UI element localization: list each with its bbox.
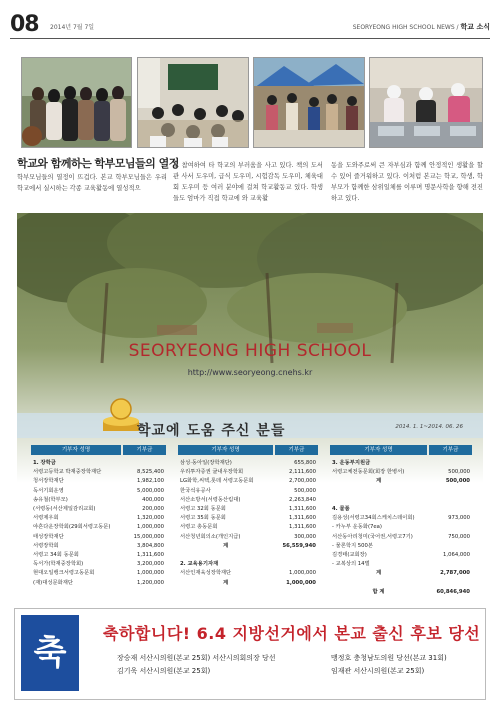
table-row bbox=[31, 551, 166, 560]
school-name: SEORYEONG HIGH SCHOOL bbox=[128, 341, 372, 361]
article-title: 학교와 함께하는 학부모님들의 열정 bbox=[17, 157, 179, 170]
issue-date: 2014년 7월 7일 bbox=[50, 24, 95, 31]
table-row bbox=[178, 533, 318, 542]
donor-amount: 500,000 bbox=[445, 478, 470, 485]
newspaper-title: SEORYEONG HIGH SCHOOL NEWS / bbox=[352, 24, 459, 31]
donor-name: 계 bbox=[222, 579, 229, 586]
congrats-line: 임재관 서산시의원(본교 25회) bbox=[331, 667, 425, 675]
table-row bbox=[330, 523, 472, 532]
donor-name: (재)대성문화재단 bbox=[33, 579, 73, 586]
donor-name: 태성장학재단 bbox=[33, 533, 64, 540]
table-header-amount: 기부금 bbox=[123, 445, 166, 455]
table-row bbox=[330, 505, 472, 514]
table-header-name: 기부자 성명 bbox=[178, 445, 273, 455]
section-name: 학교 소식 bbox=[460, 23, 490, 31]
table-row bbox=[178, 579, 318, 588]
table-row bbox=[31, 569, 166, 578]
donor-amount: 1,311,600 bbox=[289, 524, 316, 531]
donor-amount: 3,200,000 bbox=[137, 561, 164, 568]
donor-name: 송유철(학부모) bbox=[33, 496, 68, 503]
table-row bbox=[178, 542, 318, 551]
donor-amount: 1,311,600 bbox=[289, 506, 316, 512]
table-row bbox=[330, 579, 472, 588]
table-row bbox=[330, 588, 472, 597]
table-header-amount: 기부금 bbox=[275, 445, 318, 455]
donor-amount: 1,982,100 bbox=[137, 478, 164, 485]
donor-name: 김경태(교회장) bbox=[332, 552, 367, 558]
table-row bbox=[31, 496, 166, 505]
table-row bbox=[330, 487, 472, 496]
table-row bbox=[31, 542, 166, 551]
photo-outdoor-event bbox=[253, 57, 365, 148]
donor-name: 계 bbox=[375, 478, 382, 485]
congratulations-banner bbox=[14, 608, 486, 700]
donor-name: (서령동(서산제일감리교회) bbox=[33, 506, 96, 512]
table-row bbox=[31, 560, 166, 569]
donor-amount: 2,263,840 bbox=[289, 496, 316, 503]
table-row bbox=[178, 505, 318, 514]
donor-name: LG화학,씨텍,롯데 서령고동문회 bbox=[180, 478, 254, 485]
table-row bbox=[31, 468, 166, 477]
article-column-2: 로 참여하여 타 학교의 부러움을 사고 있다. 책의 도서관 사서 도우미, 급식 도우미, 시험감독 도우미, 체육대회 도우미 등 여러 분야에 걸쳐 학교활동교 있다. 학생들도 엄마가 직접 학교에 와 교육활 bbox=[173, 162, 323, 202]
donor-amount: 750,000 bbox=[448, 533, 470, 540]
donor-name: 서령장학회 bbox=[33, 542, 59, 549]
donor-name: - 교복상의 14벌 bbox=[332, 561, 370, 568]
table-row bbox=[178, 487, 318, 496]
page-header bbox=[10, 10, 490, 39]
donor-name: 서령제우회 bbox=[33, 515, 59, 522]
donor-name: 4. 물품 bbox=[332, 506, 350, 512]
donor-name: 3. 운동부지원금 bbox=[332, 460, 371, 466]
table-row bbox=[178, 523, 318, 532]
table-row bbox=[178, 560, 318, 569]
donor-amount: 2,700,000 bbox=[289, 478, 316, 485]
donor-amount: 500,000 bbox=[448, 469, 470, 476]
donor-amount: 973,000 bbox=[448, 515, 470, 522]
donor-name: 2. 교육용기자재 bbox=[180, 561, 219, 568]
table-row bbox=[330, 560, 472, 569]
table-row bbox=[330, 569, 472, 578]
congrats-box: 축 bbox=[21, 615, 79, 691]
school-banner bbox=[17, 213, 483, 599]
donor-name: 야흔다운장학회(29회서령고동문) bbox=[33, 524, 111, 531]
donor-amount: 1,311,600 bbox=[289, 515, 316, 522]
donor-name: 김용성(서령고34회스케치스데이회) bbox=[332, 515, 415, 522]
donor-amount: 1,000,000 bbox=[137, 570, 164, 577]
newspaper-name bbox=[353, 22, 490, 32]
donor-amount: 60,846,940 bbox=[436, 588, 470, 595]
article-column-3: 동을 도와주로써 큰 자부심과 함께 안정적인 생활을 할 수 있어 즐거워하고 있다. 이처럼 본교는 학교, 학생, 학부모가 함께한 삼위일체를 이루며 명문사학을 향해 전진하고 있다. bbox=[331, 162, 483, 202]
donor-name: 서령고 35회 동문회 bbox=[180, 515, 226, 522]
donor-amount: 300,000 bbox=[294, 533, 316, 540]
donor-amount: 5,000,000 bbox=[137, 487, 164, 494]
donor-name: 청서장학재단 bbox=[33, 478, 64, 485]
donor-amount: 655,800 bbox=[294, 460, 316, 466]
donor-amount: 500,000 bbox=[294, 487, 316, 494]
photo-cafeteria bbox=[369, 57, 483, 148]
donor-name: 서령고 32회 동문회 bbox=[180, 506, 226, 512]
donor-name: - 물론학지 500본 bbox=[332, 542, 373, 549]
article-column-1: 학부모님들의 열정이 뜨겁다. 본교 학부모님들은 우리 학교에서 실시하는 각종 교육활동에 열성적으 bbox=[17, 174, 167, 192]
table-row bbox=[178, 551, 318, 560]
donor-name: 서령고체전동문회(회장 한병서) bbox=[332, 469, 405, 476]
donors-title: 학교에 도움 주신 분들 bbox=[137, 423, 286, 439]
donor-name: 삼성·동아일(장학재단) bbox=[180, 460, 232, 466]
donor-name: 1. 장학금 bbox=[33, 460, 56, 466]
table-row bbox=[178, 496, 318, 505]
table-header-name: 기부자 성명 bbox=[31, 445, 121, 455]
donor-amount: 1,000,000 bbox=[289, 570, 316, 577]
donor-amount: 15,000,000 bbox=[133, 533, 164, 540]
donor-name: 서산인재육성장학재단 bbox=[180, 570, 232, 577]
donor-amount: 200,000 bbox=[142, 506, 164, 512]
table-row bbox=[178, 459, 318, 468]
donor-name: 독서기회운영 bbox=[33, 487, 64, 494]
photo-classroom bbox=[137, 57, 249, 148]
donor-name: 계 bbox=[375, 570, 382, 577]
donor-amount: 1,000,000 bbox=[137, 524, 164, 531]
table-row bbox=[330, 468, 472, 477]
donor-amount: 1,064,000 bbox=[443, 552, 470, 558]
table-row bbox=[330, 477, 472, 486]
table-row bbox=[31, 533, 166, 542]
congrats-line: 맹정호 충청남도의원 당선(본교 31회) bbox=[331, 654, 447, 662]
table-row bbox=[31, 487, 166, 496]
donor-amount: 1,200,000 bbox=[137, 579, 164, 586]
donor-amount: 8,525,400 bbox=[137, 469, 164, 476]
donor-name: 서령고 총동문회 bbox=[180, 524, 218, 531]
donor-name: 서령고등학교 박재중장학재단 bbox=[33, 469, 102, 476]
donor-amount: 400,000 bbox=[142, 496, 164, 503]
donor-amount: 56,559,940 bbox=[282, 542, 316, 549]
donor-amount: 1,000,000 bbox=[286, 579, 316, 586]
donor-name: 한국석유공사 bbox=[180, 487, 211, 494]
page-number: 08 bbox=[10, 12, 39, 37]
donor-name: 서산소방서(서령동산림대) bbox=[180, 496, 241, 503]
table-row bbox=[178, 514, 318, 523]
donor-name: 합 계 bbox=[372, 588, 385, 595]
photo-parents-group bbox=[21, 57, 132, 148]
table-row bbox=[330, 514, 472, 523]
table-row bbox=[178, 569, 318, 578]
donor-name: 서산동아리청미(국어권,서령고7기) bbox=[332, 533, 413, 540]
table-row bbox=[330, 459, 472, 468]
donor-name: 서산청년회의소(개인지급) bbox=[180, 533, 241, 540]
table-row bbox=[31, 477, 166, 486]
congrats-headline: 축하합니다! 6.4 지방선거에서 본교 출신 후보 당선 bbox=[103, 624, 481, 643]
congrats-line: 김기욱 서산시의원(본교 25회) bbox=[117, 667, 211, 675]
table-row bbox=[31, 505, 166, 514]
congrats-line: 장승재 서산시의원(본교 25회) 서산시의회의장 당선 bbox=[117, 654, 276, 662]
donors-date-range: 2014. 1. 1~2014. 06. 26 bbox=[395, 424, 463, 430]
donor-name: 독서가(학재중장학회) bbox=[33, 561, 84, 568]
donor-amount: 3,804,800 bbox=[137, 542, 164, 549]
donor-name: - 카누부 운동화(7ea) bbox=[332, 524, 382, 531]
table-row bbox=[330, 496, 472, 505]
table-row bbox=[31, 579, 166, 588]
donor-amount: 1,311,600 bbox=[137, 552, 164, 558]
school-url[interactable]: http://www.seoryeong.cnehs.kr bbox=[187, 368, 313, 377]
table-row bbox=[31, 459, 166, 468]
table-row bbox=[31, 523, 166, 532]
table-row bbox=[178, 477, 318, 486]
donor-amount: 1,320,000 bbox=[137, 515, 164, 522]
donor-name: 서령고 34회 동문회 bbox=[33, 552, 79, 558]
donor-name: 계 bbox=[222, 542, 229, 549]
table-row bbox=[178, 468, 318, 477]
donor-amount: 2,787,000 bbox=[440, 570, 470, 577]
donor-amount: 2,111,600 bbox=[289, 469, 316, 476]
table-row bbox=[31, 514, 166, 523]
table-row bbox=[330, 551, 472, 560]
table-header-name: 기부자 성명 bbox=[330, 445, 427, 455]
donor-name: 현대오일뱅크서령고동문회 bbox=[33, 570, 95, 577]
table-row bbox=[330, 533, 472, 542]
table-row bbox=[330, 542, 472, 551]
table-header-amount: 기부금 bbox=[429, 445, 472, 455]
donor-name: 우리투자증권 굴내우장학회 bbox=[180, 469, 244, 476]
